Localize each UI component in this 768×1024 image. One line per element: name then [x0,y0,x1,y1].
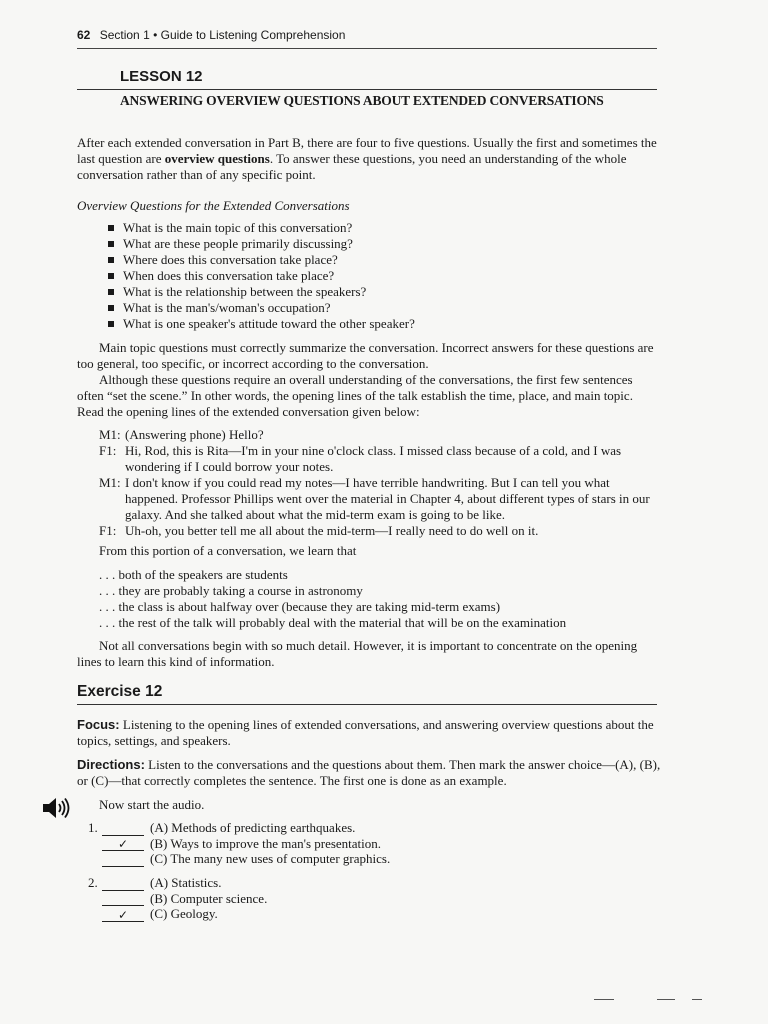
answer-choice-row [88,820,390,836]
dialog-line [99,427,659,443]
list-item: Where does this conversation take place? [108,252,415,268]
not-all-paragraph [77,638,662,670]
question-number: 1. [88,820,98,835]
learn-intro: From this portion of a conversation, we learn that [99,543,357,558]
answer-choice-row [88,875,267,891]
answer-choice-row [88,891,267,907]
answer-choice: (A) Methods of predicting earthquakes. [150,820,356,835]
not-all-text: Not all conversations begin with so much detail. However, it is important to concentrate on the opening lines to learn this kind of information. [77,638,638,669]
intro-paragraph [77,135,662,183]
dialog-text: Hi, Rod, this is Rita—I'm in your nine o'clock class. I missed class because of a cold, and I was wondering if I could borrow your notes. [125,443,622,474]
answer-blank[interactable] [102,854,144,867]
lesson-label: LESSON 12 [120,68,203,85]
running-header [77,28,657,49]
start-audio-instruction: Now start the audio. [99,797,205,812]
audio-speaker-icon[interactable] [42,797,72,819]
list-item: What is one speaker's attitude toward the other speaker? [108,316,415,332]
focus-text: Listening to the opening lines of extended conversations, and answering overview questions about the topics, settings, and speakers. [77,717,654,748]
directions-paragraph [77,757,662,789]
dialog-line [99,523,659,539]
list-item: . . . they are probably taking a course in astronomy [99,583,363,598]
intro-bold-term: overview questions [164,151,270,166]
speaker-label: M1: [99,427,121,442]
intro-text-end: . To answer these questions, you need an understanding of the whole conversation rather than of any specific point. [77,151,627,182]
answer-blank[interactable] [102,893,144,906]
speaker-label: F1: [99,523,117,538]
answer-blank-checked[interactable]: ✓ [102,909,144,922]
learn-list [99,567,566,631]
list-item: What are these people primarily discussing? [108,236,415,252]
list-item: . . . the rest of the talk will probably deal with the material that will be on the examination [99,615,567,630]
list-item: When does this conversation take place? [108,268,415,284]
exercise-title: Exercise 12 [77,683,163,700]
answer-choice: (B) Computer science. [150,890,268,906]
answer-choice: (A) Statistics. [150,875,222,890]
dialog-line [99,475,659,523]
opening-lines-paragraph: Although these questions require an overall understanding of the conversations, the first few sentences often “set the scene.” In other words, the opening lines of the talk establish the time, place, and main topic. Read the opening lines of the extended conversation given below: [77,372,633,419]
answer-choice-row [88,851,390,867]
focus-paragraph [77,717,662,749]
question-1 [88,820,390,867]
overview-list-title: Overview Questions for the Extended Conversations [77,198,350,213]
footer-rule [657,999,675,1000]
list-item: What is the relationship between the speakers? [108,284,415,300]
answer-choice: (B) Ways to improve the man's presentation. [150,835,382,851]
page-number: 62 [77,28,91,42]
list-item: . . . both of the speakers are students [99,567,288,582]
dialog-text: Uh-oh, you better tell me all about the mid-term—I really need to do well on it. [125,523,539,538]
question-2 [88,875,267,922]
main-topic-paragraph: Main topic questions must correctly summarize the conversation. Incorrect answers for these questions are too general, too specific, or incorrect according to the conversation. [77,340,654,371]
list-item: What is the main topic of this conversation? [108,220,415,236]
dialog-text: (Answering phone) Hello? [125,427,264,442]
sample-dialog [99,427,659,539]
overview-question-list [108,220,415,332]
explanation-paragraphs [77,340,662,420]
exercise-divider [77,704,657,705]
answer-choice-row [88,906,267,922]
speaker-label: M1: [99,475,121,490]
answer-blank-checked[interactable]: ✓ [102,838,144,851]
focus-label: Focus: [77,717,120,732]
directions-label: Directions: [77,757,145,772]
list-item: What is the man's/woman's occupation? [108,300,415,316]
dialog-text: I don't know if you could read my notes—I have terrible handwriting. But I can tell you what happened. Professor Phillips went over the material in Chapter 4, about different types of stars in our galaxy. And she talked about what the mid-term exam is going to be like. [125,475,650,522]
intro-text: After each extended conversation in Part B, there are four to five questions. Usually the first and sometimes the last question are [77,135,657,166]
lesson-divider [77,89,657,90]
lesson-title: ANSWERING OVERVIEW QUESTIONS ABOUT EXTENDED CONVERSATIONS [120,93,604,108]
dialog-line [99,443,659,475]
section-title: Section 1 • Guide to Listening Comprehension [99,28,346,42]
answer-blank[interactable] [102,878,144,891]
answer-choice-row [88,836,390,852]
question-number: 2. [88,875,98,890]
directions-text: Listen to the conversations and the questions about them. Then mark the answer choice—(A), (B), or (C)—that correctly completes the sentence. The first one is done as an example. [77,757,661,788]
answer-choice: (C) Geology. [150,906,218,921]
list-item: . . . the class is about halfway over (because they are taking mid-term exams) [99,599,501,614]
answer-choice: (C) The many new uses of computer graphics. [150,851,391,866]
footer-rule [692,999,702,1000]
footer-rule [594,999,614,1000]
speaker-label: F1: [99,443,117,458]
answer-blank[interactable] [102,823,144,836]
